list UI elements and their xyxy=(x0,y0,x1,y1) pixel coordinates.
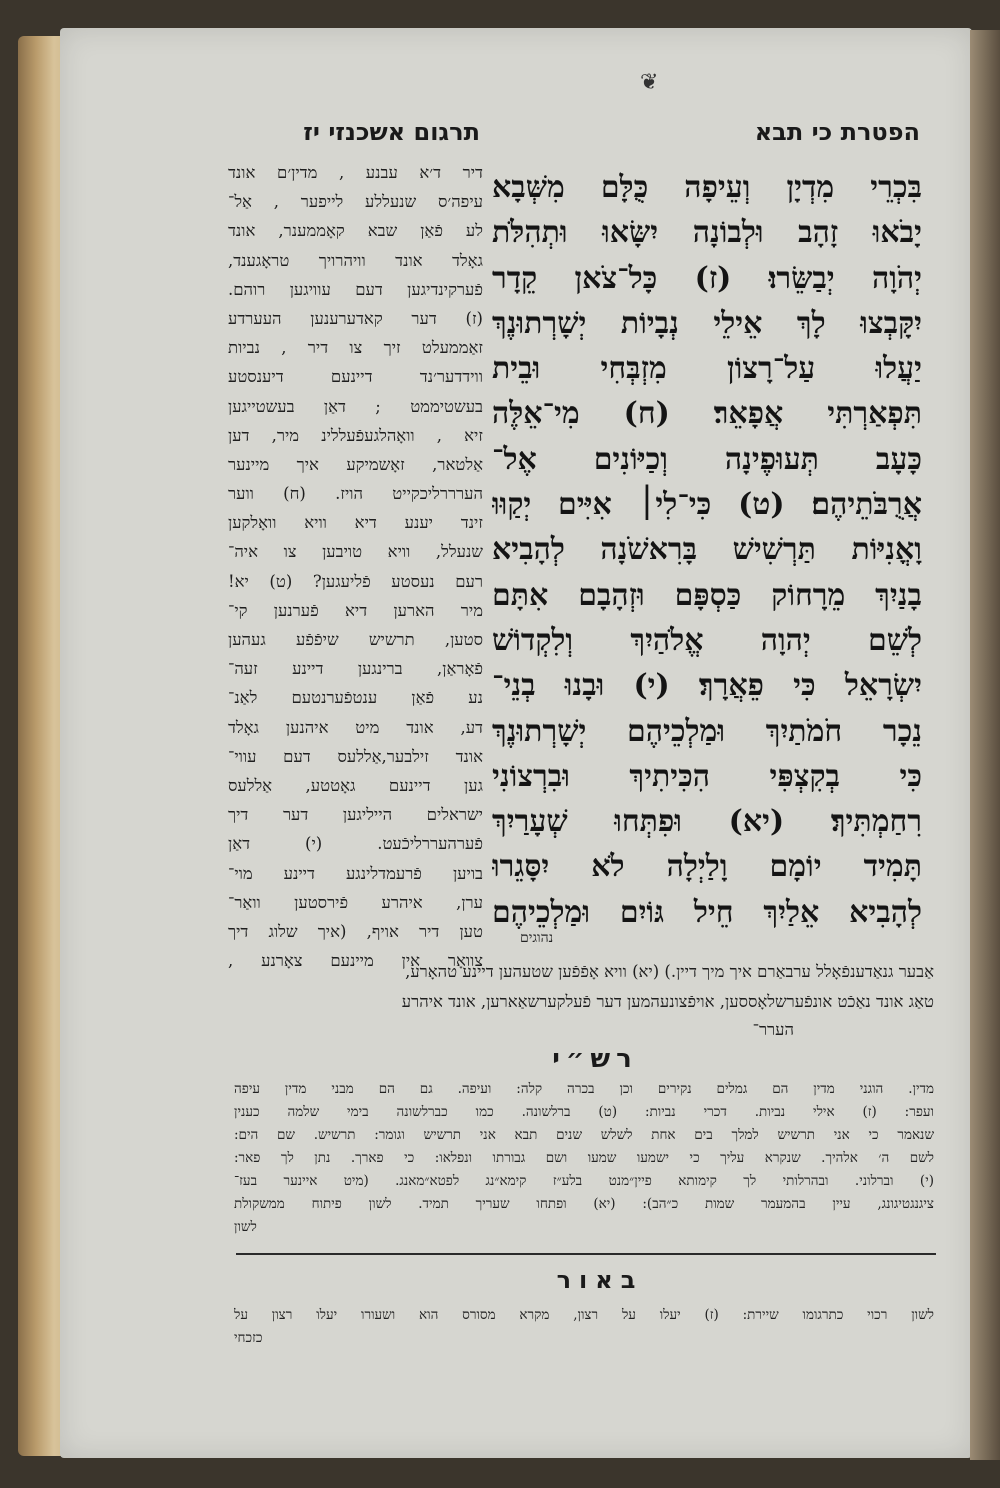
hebrew-line: רִחַמְתִּיךְ׃ (יא) וּפִתְּחוּ שְׁעָרַיִךְ xyxy=(492,804,922,840)
catchword: נהוגים xyxy=(520,930,554,946)
hebrew-line: בָנַיִךְ מֵרָחוֹק כַּסְפָּם וּזְהָבָם אִתָּם xyxy=(492,577,922,613)
section-divider xyxy=(236,1253,936,1255)
translation-continuation-line: אַבער גנאַדענפֿאָלל ערבאַרם איך מיך דיין.) (יא) וויא אָפֿפֿען שטעהען דיינע טהאָרע, xyxy=(405,962,934,981)
translation-continuation-line: הערר־ xyxy=(752,1020,794,1039)
translation-line: הערררליכקייט הויז. (ח) ווער xyxy=(228,484,483,504)
hebrew-line: אֲרֻבֹּתֵיהֶם׃ (ט) כִּי־לִי׀ אִיִּים יְקַוּוּ xyxy=(492,487,922,523)
translation-line: בויען פֿרעמדלינגע דיינע מוי־ xyxy=(228,863,483,883)
rashi-line: לשם ה׳ אלהיך. שנקרא עליך כי ישמעו שמעו ושם גבורתו ונפלאו: כי פארך. נתן לך פאר: xyxy=(234,1150,934,1166)
hebrew-line: לְשֵׁם יְהוָה אֱלֹהַיִךְ וְלִקְדוֹשׁ xyxy=(492,622,922,658)
biur-commentary xyxy=(234,1304,934,1350)
translation-line: ערן, איהרע פֿירסטען וואַר־ xyxy=(228,892,483,912)
hebrew-line: יַעֲלוּ עַל־רָצוֹן מִזְבְּחִי וּבֵית xyxy=(492,351,922,387)
binding-shadow xyxy=(970,30,1000,1460)
rashi-line: מדין. הוגני מדין הם גמלים נקירים וכן בכרה קלה: ועיפה. גם הם מבני מדין עיפה xyxy=(234,1081,934,1097)
hebrew-line: נֵכָר חֹמֹתַיִךְ וּמַלְכֵיהֶם יְשָׁרְתוּנֶךְ xyxy=(492,713,922,749)
translation-line: ווידדער׳נד דיינעם דיענסטע xyxy=(228,367,483,387)
translation-line: נע פֿאַן ענטפֿערנטעם לאַנ־ xyxy=(228,688,483,708)
translation-line: שנעלל, וויא טויבען צו איה־ xyxy=(228,542,483,562)
translation-line: זאַממעלט זיך צו דיר , נביות xyxy=(228,338,483,358)
translation-line: ישראלים הייליגען דער דיך xyxy=(228,805,483,825)
translation-line: דיר ד׳א עבנע , מדין׳ם אונד xyxy=(228,163,483,182)
rashi-commentary xyxy=(234,1078,934,1239)
translation-line: זינד יענע דיא וויא וואָלקען xyxy=(228,513,483,533)
hebrew-line: יִקָּבְצוּ לָךְ אֵילֵי נְבָיוֹת יְשָׁרְתוּנֶךְ xyxy=(492,305,922,341)
translation-line: בעשטיממט ; דאַן בעשטייגען xyxy=(228,396,483,416)
hebrew-line: בִּכְרֵי מִדְיָן וְעֵיפָה כֻּלָּם מִשְּׁבָא xyxy=(492,170,922,205)
translation-column xyxy=(228,158,483,975)
translation-line: פֿאָראַן, ברינגען דיינע זעה־ xyxy=(228,659,483,679)
hebrew-line: וָאֳנִיּוֹת תַּרְשִׁישׁ בָּרִאשֹׁנָה לְהָבִיא xyxy=(492,532,922,568)
translation-line: (ז) דער קאדערענען העערדע xyxy=(228,308,483,328)
translation-continuation-line: טאַג אונד נאַכֿט אונפֿערשלאָססען, אויפֿצונעהמען דער פֿעלקערשאַארען, אונד איהרע xyxy=(401,992,934,1011)
hebrew-line: תָּמִיד יוֹמָם וָלַיְלָה לֹא יִסָּגֵרוּ xyxy=(492,849,922,885)
rashi-title: רש״י xyxy=(552,1044,638,1074)
translation-line: אַלטאר, זאָשמיקע איך מיינער xyxy=(228,454,483,474)
translation-line: עיפה׳ס שנעללע לייפער , אַל־ xyxy=(228,192,483,212)
hebrew-line: יִשְׂרָאֵל כִּי פֵאֲרָךְ׃ (י) וּבָנוּ בְנֵי־ xyxy=(492,668,922,704)
rashi-line: ציגנגטיגונג, עיין בהמעמר שמות כ״הב): (יא) ופתחו שעריך תמיד. לשון פיתוח ממשקולת xyxy=(234,1196,934,1212)
translation-line: סטען, תרשיש שיפֿפֿע געהען xyxy=(228,630,483,649)
translation-line: לע פֿאַן שבא קאָממענר, אונד xyxy=(228,221,483,241)
rashi-line: שנאמר כי אני תרשיש למלך בים אחת לשלש שנים תבא אני תרשיש וגומר: תרשיש. שם הים: xyxy=(234,1127,934,1143)
biur-line: כזכחי xyxy=(234,1330,263,1346)
hebrew-line: יָבֹאוּ זָהָב וּלְבוֹנָה יִשָּׂאוּ וּתְהִלֹּת xyxy=(492,215,922,251)
top-ornament: ❦ xyxy=(640,70,659,95)
hebrew-line: כָּעָב תְּעוּפֶינָה וְכַיּוֹנִים אֶל־ xyxy=(492,441,922,477)
rashi-line: ועפר: (ז) אילי נביות. דכרי נביות: (ט) ברלשונה. כמו כברלשונה בימי שלמה כענין xyxy=(234,1104,934,1120)
translation-header: תרגום אשכנזי יז xyxy=(303,118,480,146)
haftarah-header: הפטרת כי תבא xyxy=(754,118,920,146)
biur-line: לשון רכוי כתרגומו שיירת: (ז) יעלו על רצון, מקרא מסורס הוא ושעורו יעלו רצון על xyxy=(234,1307,934,1323)
translation-line: אונד זילבער,אַללעס דעם עווי־ xyxy=(228,746,483,766)
translation-line: פֿערקינדיגען דעם עוויגען רוהם. xyxy=(228,279,483,299)
hebrew-line: לְהָבִיא אֵלַיִךְ חֵיל גּוֹיִם וּמַלְכֵיהֶם xyxy=(492,894,922,930)
translation-line: טען דיר אויף, (איך שלוג דיך xyxy=(228,921,483,941)
translation-line: גאָלד אונד וויהרויך טראָגענד, xyxy=(228,250,483,270)
translation-line: צוואָר אין מיינעם צאָרנע , xyxy=(228,951,483,971)
translation-line: רעם נעסטע פֿליעגען? (ט) יא! xyxy=(228,571,483,591)
hebrew-line: כִּי בְקִצְפִּי הִכִּיתִיךְ וּבִרְצוֹנִי xyxy=(492,758,922,794)
translation-line: מיר הארען דיא פֿערנען קי־ xyxy=(228,600,483,620)
rashi-line: לשון xyxy=(234,1219,257,1235)
hebrew-line: יְהֹוָה יְבַשֵּׂרוּ׃ (ז) כָּל־צֹאן קֵדָר xyxy=(492,260,922,296)
translation-line: גען דיינעם גאָטטע, אַללעס xyxy=(228,775,483,795)
biur-title: באור xyxy=(556,1266,644,1294)
rashi-line: (י) וברלוני. ובהרלותי לך קימותא פיין״מנט בלע״ז קימא״נג לפטא״מאנג. (מיט איינער בעז־ xyxy=(234,1173,934,1189)
translation-line: דע, אונד מיט איהנען גאָלד xyxy=(228,717,483,737)
translation-line: פֿערהעררליכֿעט. (י) דאַן xyxy=(228,834,483,854)
translation-line: זיא , וואָהלגעפֿעללינ מיר, דען xyxy=(228,425,483,445)
hebrew-line: תִּפְאַרְתִּי אֲפָאֵר׃ (ח) מִי־אֵלֶּה xyxy=(492,396,922,432)
hebrew-text-column xyxy=(492,165,922,935)
